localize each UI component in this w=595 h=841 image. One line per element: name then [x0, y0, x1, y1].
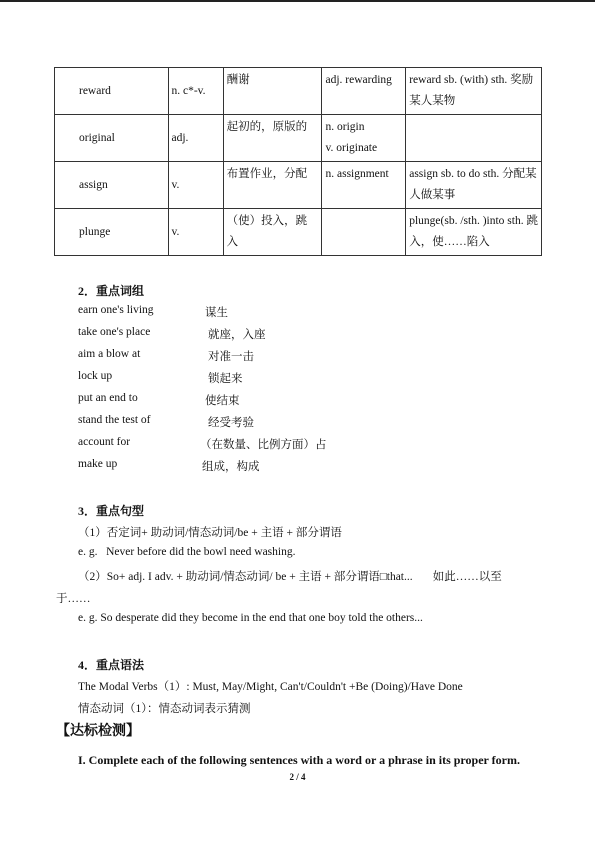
top-rule — [0, 0, 595, 2]
word-cell: plunge — [55, 209, 169, 256]
section-title-sentence-patterns: 3．重点句型 — [78, 504, 145, 518]
phrase-zh: 组成，构成 — [202, 461, 260, 473]
meaning-cell: 酬谢 — [223, 68, 322, 115]
banner-heading: 【达标检测】 — [56, 724, 140, 739]
phrase-zh: （在数量、比例方面）占 — [200, 439, 327, 451]
usage-cell: assign sb. to do sth. 分配某人做某事 — [406, 162, 542, 209]
usage-cell — [406, 115, 542, 162]
grammar-line-2: 情态动词（1）：情态动词表示猜测 — [78, 703, 251, 715]
phrase-en: aim a blow at — [78, 348, 141, 360]
phrase-en: earn one's living — [78, 304, 154, 316]
phrase-en: stand the test of — [78, 414, 151, 426]
phrase-zh: 谋生 — [205, 307, 228, 319]
exercise-instruction: I. Complete each of the following sentences with a word or a phrase in its proper form. — [78, 753, 520, 767]
vocab-row — [55, 115, 542, 162]
meaning-cell: 起初的，原版的 — [223, 115, 322, 162]
phrase-en: put an end to — [78, 392, 138, 404]
phrase-en: account for — [78, 436, 131, 448]
phrase-zh: 使结束 — [205, 395, 240, 407]
example-1: e. g. Never before did the bowl need washing. — [78, 546, 296, 558]
vocab-row — [55, 68, 542, 115]
pos-cell: adj. — [168, 115, 223, 162]
pos-cell: v. — [168, 162, 223, 209]
pattern-2-continued: 于…… — [56, 593, 91, 605]
phrase-zh: 就座，入座 — [208, 329, 266, 341]
word-cell: original — [55, 115, 169, 162]
pattern-2: （2）So+ adj. I adv. + 助动词/情态动词/ be + 主语 + 部分谓语□that... 如此……以至 — [78, 571, 502, 583]
phrase-en: take one's place — [78, 326, 151, 338]
phrase-zh: 对准一击 — [208, 351, 254, 363]
derivative-cell: n. assignment — [322, 162, 406, 209]
vocab-row — [55, 209, 542, 256]
phrase-en: lock up — [78, 370, 113, 382]
section-title-phrases: 2．重点词组 — [78, 284, 145, 298]
usage-cell: reward sb. (with) sth. 奖励某人某物 — [406, 68, 542, 115]
word-cell: reward — [55, 68, 169, 115]
pattern-1: （1）否定词+ 助动词/情态动词/be + 主语 + 部分谓语 — [78, 527, 342, 539]
usage-cell: plunge(sb. /sth. )into sth. 跳入，使……陷入 — [406, 209, 542, 256]
derivative-cell: n. origin v. originate — [322, 115, 406, 162]
vocab-table — [54, 67, 542, 256]
phrase-zh: 锁起来 — [208, 373, 243, 385]
phrase-en: make up — [78, 458, 118, 470]
phrase-zh: 经受考验 — [208, 417, 254, 429]
example-2: e. g. So desperate did they become in the end that one boy told the others... — [78, 612, 423, 624]
grammar-line-1: The Modal Verbs（1）: Must, May/Might, Can't/Couldn't +Be (Doing)/Have Done — [78, 681, 463, 693]
pos-cell: v. — [168, 209, 223, 256]
vocab-row — [55, 162, 542, 209]
meaning-cell: 布置作业，分配 — [223, 162, 322, 209]
word-cell: assign — [55, 162, 169, 209]
page-number: 2 / 4 — [289, 772, 306, 782]
derivative-cell: adj. rewarding — [322, 68, 406, 115]
meaning-cell: （使）投入，跳入 — [223, 209, 322, 256]
section-title-grammar: 4．重点语法 — [78, 658, 145, 672]
derivative-cell — [322, 209, 406, 256]
pos-cell: n. c*-v. — [168, 68, 223, 115]
